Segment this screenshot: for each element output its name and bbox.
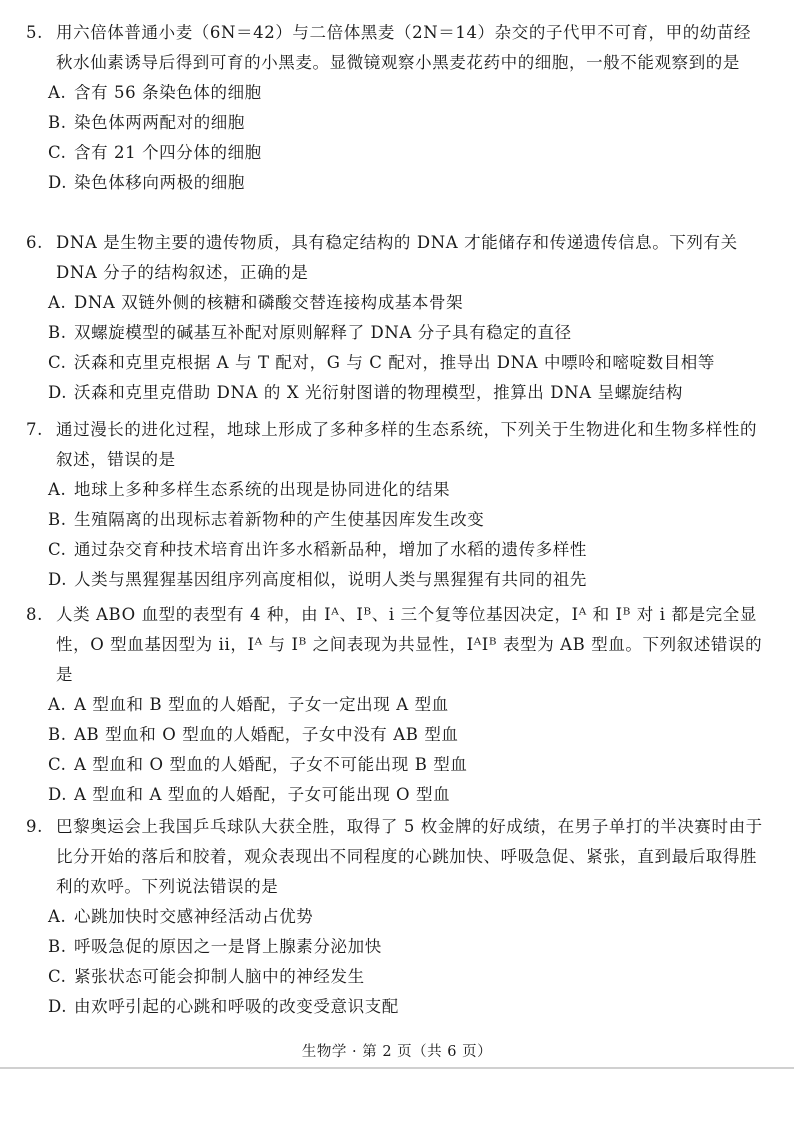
option-d — [26, 378, 766, 408]
option-d — [26, 565, 766, 595]
option-letter: A. — [48, 480, 67, 499]
option-d — [26, 992, 766, 1022]
option-letter: C. — [48, 967, 67, 986]
option-d — [26, 168, 766, 198]
option-b — [26, 108, 766, 138]
option-text: 染色体两两配对的细胞 — [74, 113, 245, 132]
option-letter: C. — [48, 353, 67, 372]
question-stem — [26, 228, 766, 288]
page-footer: 生物学 · 第 2 页（共 6 页） — [301, 1044, 493, 1060]
option-list — [26, 690, 766, 810]
option-c — [26, 962, 766, 992]
option-list — [26, 288, 766, 408]
option-letter: B. — [48, 937, 67, 956]
question-text: 人类 ABO 血型的表型有 4 种，由 Iᴬ、Iᴮ、i 三个复等位基因决定，Iᴬ 和 Iᴮ 对 i 都是完全显性，O 型血基因型为 ii，Iᴬ 与 Iᴮ 之间表现为共显性，IᴬIᴮ 表型为 AB 型血。下列叙述错误的是 — [56, 605, 763, 684]
question-6 — [26, 228, 766, 408]
option-letter: D. — [48, 997, 68, 1016]
option-text: 生殖隔离的出现标志着新物种的产生使基因库发生改变 — [74, 510, 485, 529]
option-a — [26, 902, 766, 932]
question-number: 7. — [26, 420, 43, 439]
option-c — [26, 750, 766, 780]
option-a — [26, 288, 766, 318]
option-text: 沃森和克里克借助 DNA 的 X 光衍射图谱的物理模型，推算出 DNA 呈螺旋结构 — [74, 383, 683, 402]
question-7 — [26, 415, 766, 595]
option-letter: D. — [48, 383, 68, 402]
option-text: DNA 双链外侧的核糖和磷酸交替连接构成基本骨架 — [74, 293, 464, 312]
option-c — [26, 138, 766, 168]
option-letter: C. — [48, 540, 67, 559]
option-text: 心跳加快时交感神经活动占优势 — [74, 907, 314, 926]
option-text: 双螺旋模型的碱基互补配对原则解释了 DNA 分子具有稳定的直径 — [74, 323, 572, 342]
option-c — [26, 535, 766, 565]
option-list — [26, 902, 766, 1022]
option-letter: D. — [48, 785, 68, 804]
option-text: A 型血和 O 型血的人婚配，子女不可能出现 B 型血 — [74, 755, 468, 774]
question-text: 用六倍体普通小麦（6N＝42）与二倍体黑麦（2N＝14）杂交的子代甲不可育，甲的幼苗经秋水仙素诱导后得到可育的小黑麦。显微镜观察小黑麦花药中的细胞，一般不能观察到的是 — [56, 23, 752, 72]
bottom-divider — [0, 1067, 794, 1069]
option-text: 沃森和克里克根据 A 与 T 配对，G 与 C 配对，推导出 DNA 中嘌呤和嘧啶数目相等 — [74, 353, 716, 372]
option-letter: C. — [48, 143, 67, 162]
question-stem — [26, 812, 766, 902]
question-9 — [26, 812, 766, 1022]
question-stem — [26, 18, 766, 78]
option-c — [26, 348, 766, 378]
question-5 — [26, 18, 766, 198]
option-text: A 型血和 B 型血的人婚配，子女一定出现 A 型血 — [74, 695, 449, 714]
option-letter: B. — [48, 725, 67, 744]
option-text: 含有 56 条染色体的细胞 — [74, 83, 262, 102]
option-letter: B. — [48, 323, 67, 342]
question-text: DNA 是生物主要的遗传物质，具有稳定结构的 DNA 才能储存和传递遗传信息。下列有关 DNA 分子的结构叙述，正确的是 — [56, 233, 738, 282]
question-stem — [26, 600, 766, 690]
option-b — [26, 505, 766, 535]
option-text: 由欢呼引起的心跳和呼吸的改变受意识支配 — [74, 997, 399, 1016]
option-letter: A. — [48, 83, 67, 102]
option-text: 地球上多种多样生态系统的出现是协同进化的结果 — [74, 480, 451, 499]
option-a — [26, 78, 766, 108]
option-letter: D. — [48, 570, 68, 589]
option-letter: A. — [48, 695, 67, 714]
question-text: 巴黎奥运会上我国乒乓球队大获全胜，取得了 5 枚金牌的好成绩，在男子单打的半决赛时由于比分开始的落后和胶着，观众表现出不同程度的心跳加快、呼吸急促、紧张，直到最后取得胜利的欢呼。下列说法错误的是 — [56, 817, 763, 896]
option-text: 通过杂交育种技术培育出许多水稻新品种，增加了水稻的遗传多样性 — [74, 540, 587, 559]
question-number: 9. — [26, 817, 43, 836]
option-text: 含有 21 个四分体的细胞 — [74, 143, 262, 162]
option-list — [26, 475, 766, 595]
option-b — [26, 720, 766, 750]
option-list — [26, 78, 766, 198]
option-letter: D. — [48, 173, 68, 192]
option-d — [26, 780, 766, 810]
question-number: 6. — [26, 233, 43, 252]
option-a — [26, 690, 766, 720]
option-text: 紧张状态可能会抑制人脑中的神经发生 — [74, 967, 365, 986]
question-stem — [26, 415, 766, 475]
question-number: 5. — [26, 23, 43, 42]
option-letter: B. — [48, 113, 67, 132]
option-text: 呼吸急促的原因之一是肾上腺素分泌加快 — [74, 937, 382, 956]
option-letter: A. — [48, 907, 67, 926]
option-text: 人类与黑猩猩基因组序列高度相似，说明人类与黑猩猩有共同的祖先 — [74, 570, 587, 589]
question-8 — [26, 600, 766, 810]
option-letter: A. — [48, 293, 67, 312]
question-number: 8. — [26, 605, 43, 624]
option-letter: B. — [48, 510, 67, 529]
question-text: 通过漫长的进化过程，地球上形成了多种多样的生态系统，下列关于生物进化和生物多样性的叙述，错误的是 — [56, 420, 758, 469]
option-a — [26, 475, 766, 505]
option-text: AB 型血和 O 型血的人婚配，子女中没有 AB 型血 — [74, 725, 459, 744]
option-b — [26, 932, 766, 962]
option-letter: C. — [48, 755, 67, 774]
option-b — [26, 318, 766, 348]
option-text: 染色体移向两极的细胞 — [74, 173, 245, 192]
option-text: A 型血和 A 型血的人婚配，子女可能出现 O 型血 — [74, 785, 451, 804]
